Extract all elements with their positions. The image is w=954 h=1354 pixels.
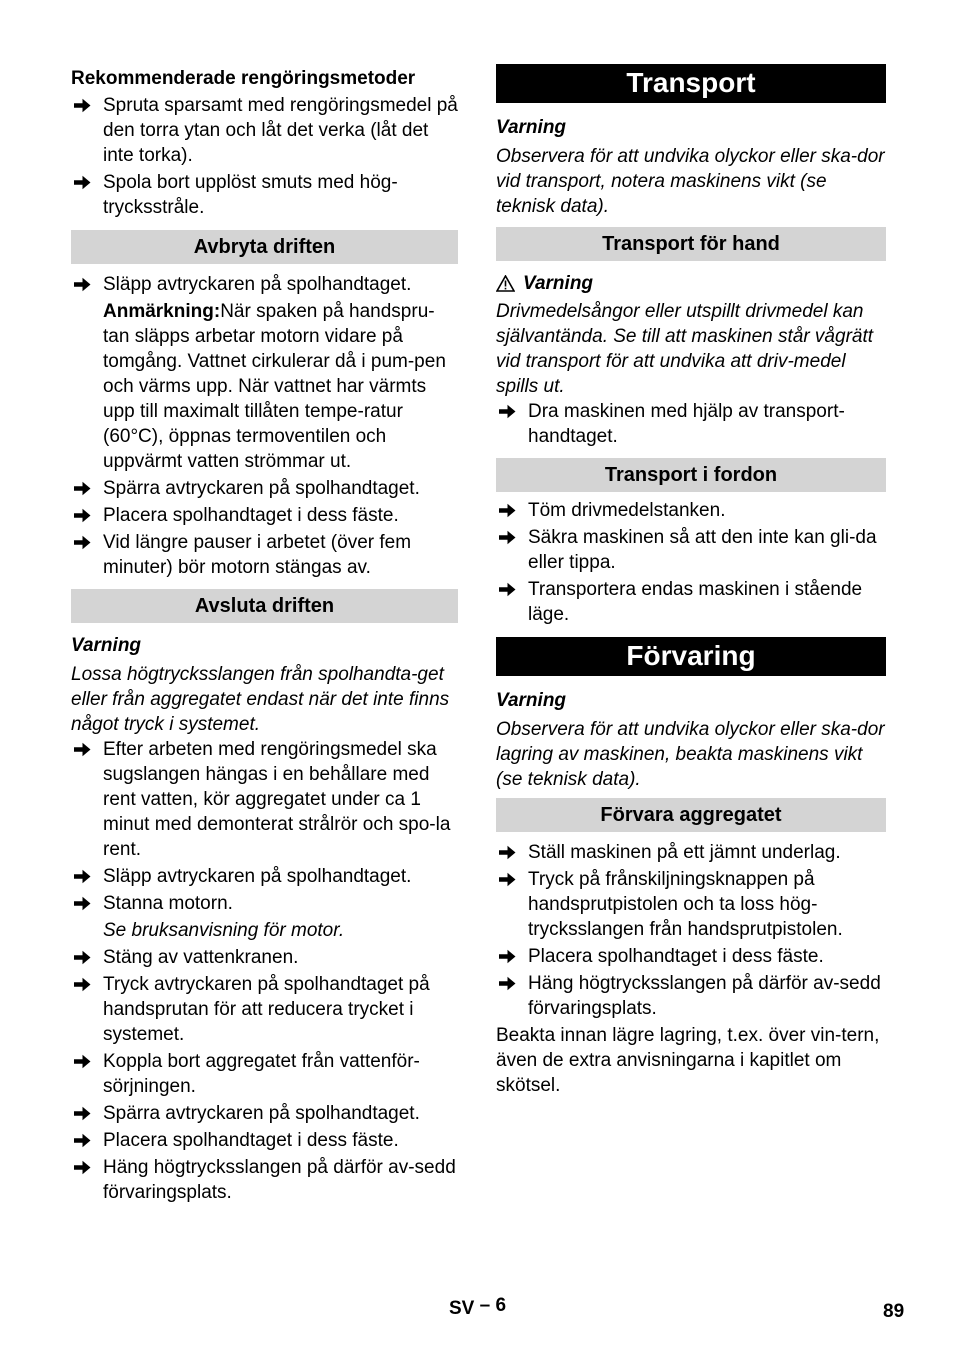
list-item: Släpp avtryckaren på spolhandtaget. — [71, 864, 458, 889]
arrow-icon — [499, 577, 519, 602]
warning-label: Varning — [523, 273, 594, 294]
arrow-icon — [74, 1128, 94, 1153]
list-item: Släpp avtryckaren på spolhandtaget. — [71, 272, 458, 297]
arrow-icon — [74, 1155, 94, 1180]
note-paragraph — [71, 299, 458, 474]
arrow-icon — [74, 93, 94, 118]
warning-label: Varning — [496, 690, 567, 711]
arrow-icon — [499, 399, 519, 424]
list-item: Koppla bort aggregatet från vattenför-sörjningen. — [71, 1049, 458, 1099]
warning-text: Observera för att undvika olyckor eller ska-dor vid transport, notera maskinens vikt (se teknisk data). — [496, 146, 885, 217]
list-item: Vid längre pauser i arbetet (över fem minuter) bör motorn stängas av. — [71, 530, 458, 580]
section-title-transport-fordon: Transport i fordon — [496, 458, 886, 492]
warning-triangle-icon — [496, 275, 515, 292]
note-label: Anmärkning: — [103, 301, 221, 322]
chapter-title-transport: Transport — [496, 64, 886, 103]
list-item: Stanna motorn. — [71, 891, 458, 916]
arrow-icon — [74, 945, 94, 970]
arrow-icon — [499, 840, 519, 865]
list-item: Placera spolhandtaget i dess fäste. — [496, 944, 886, 969]
arrow-icon — [499, 867, 519, 892]
arrow-icon — [74, 1101, 94, 1126]
list-item: Placera spolhandtaget i dess fäste. — [71, 1128, 458, 1153]
warning-label: Varning — [496, 117, 567, 138]
chapter-title-forvaring: Förvaring — [496, 637, 886, 676]
note-text: När spaken på handspru-tan släpps arbetar motorn vidare på tomgång. Vattnet cirkulerar då i pum-pen och värms upp. När vattnet har värmts upp till maximalt tillåten tempe-ratur (60°C), öppnas termoventilen och uppvärmt vatten strömmar ut. — [103, 301, 446, 472]
arrow-icon — [74, 503, 94, 528]
footer-sub-page: – 6 — [479, 1295, 507, 1316]
arrow-icon — [74, 1049, 94, 1074]
list-item: Ställ maskinen på ett jämnt underlag. — [496, 840, 886, 865]
list-item: Dra maskinen med hjälp av transport-handtaget. — [496, 399, 886, 449]
list-item: Spärra avtryckaren på spolhandtaget. — [71, 1101, 458, 1126]
arrow-icon — [499, 944, 519, 969]
section-title-transport-hand: Transport för hand — [496, 227, 886, 261]
warning-text: Drivmedelsångor eller utspillt drivmedel kan självantända. Se till att maskinen står vågrätt vid transport för att undvika att driv-medel spills ut. — [496, 301, 874, 397]
list-item: Stäng av vattenkranen. — [71, 945, 458, 970]
warning-text: Observera för att undvika olyckor eller ska-dor lagring av maskinen, beakta maskinens vikt (se teknisk data). — [496, 719, 885, 790]
list-item: Spruta sparsamt med rengöringsmedel på den torra ytan och låt det verka (låt det inte torka). — [71, 93, 458, 168]
list-item: Häng högtrycksslangen på därför av-sedd förvaringsplats. — [496, 971, 886, 1021]
closing-paragraph: Beakta innan lägre lagring, t.ex. över vin-tern, även de extra anvisningarna i kapitlet om skötsel. — [496, 1025, 880, 1096]
section-title-avsluta: Avsluta driften — [71, 589, 458, 623]
list-item: Efter arbeten med rengöringsmedel ska sugslangen hängas i en behållare med rent vatten, kör aggregatet under ca 1 minut med demonterat strålrör och spo-la rent. — [71, 737, 458, 862]
list-item: Tryck avtryckaren på spolhandtaget på handsprutan för att reducera trycket i systemet. — [71, 972, 458, 1047]
arrow-icon — [74, 972, 94, 997]
list-item: Häng högtrycksslangen på därför av-sedd förvaringsplats. — [71, 1155, 458, 1205]
footer-section-label: SV – 6 — [449, 1295, 507, 1319]
arrow-icon — [499, 525, 519, 550]
warning-label: Varning — [71, 635, 142, 656]
arrow-icon — [74, 891, 94, 916]
arrow-icon — [499, 498, 519, 523]
list-item: Spola bort upplöst smuts med hög-trycksstråle. — [71, 170, 458, 220]
arrow-icon — [74, 864, 94, 889]
list-item: Transportera endas maskinen i stående läge. — [496, 577, 886, 627]
list-item: Töm drivmedelstanken. — [496, 498, 886, 523]
arrow-icon — [499, 971, 519, 996]
footer-page-number: 89 — [883, 1301, 905, 1322]
warning-text: Lossa högtrycksslangen från spolhandta-get eller från aggregatet endast när det inte finns något tryck i systemet. — [71, 664, 450, 735]
arrow-icon — [74, 530, 94, 555]
left-column — [71, 63, 458, 1205]
motor-note: Se bruksanvisning för motor. — [103, 920, 345, 941]
list-item: Spärra avtryckaren på spolhandtaget. — [71, 476, 458, 501]
arrow-icon — [74, 737, 94, 762]
arrow-icon — [74, 476, 94, 501]
list-item: Tryck på frånskiljningsknappen på handsprutpistolen och ta loss hög-trycksslangen från handsprutpistolen. — [496, 867, 886, 942]
rec-heading: Rekommenderade rengöringsmetoder — [71, 68, 416, 89]
arrow-icon — [74, 170, 94, 195]
list-item: Säkra maskinen så att den inte kan gli-da eller tippa. — [496, 525, 886, 575]
list-item: Placera spolhandtaget i dess fäste. — [71, 503, 458, 528]
section-title-forvara-aggregatet: Förvara aggregatet — [496, 798, 886, 832]
warning-heading — [496, 271, 886, 296]
right-column — [496, 64, 886, 1098]
arrow-icon — [74, 272, 94, 297]
section-title-avbryta: Avbryta driften — [71, 230, 458, 264]
